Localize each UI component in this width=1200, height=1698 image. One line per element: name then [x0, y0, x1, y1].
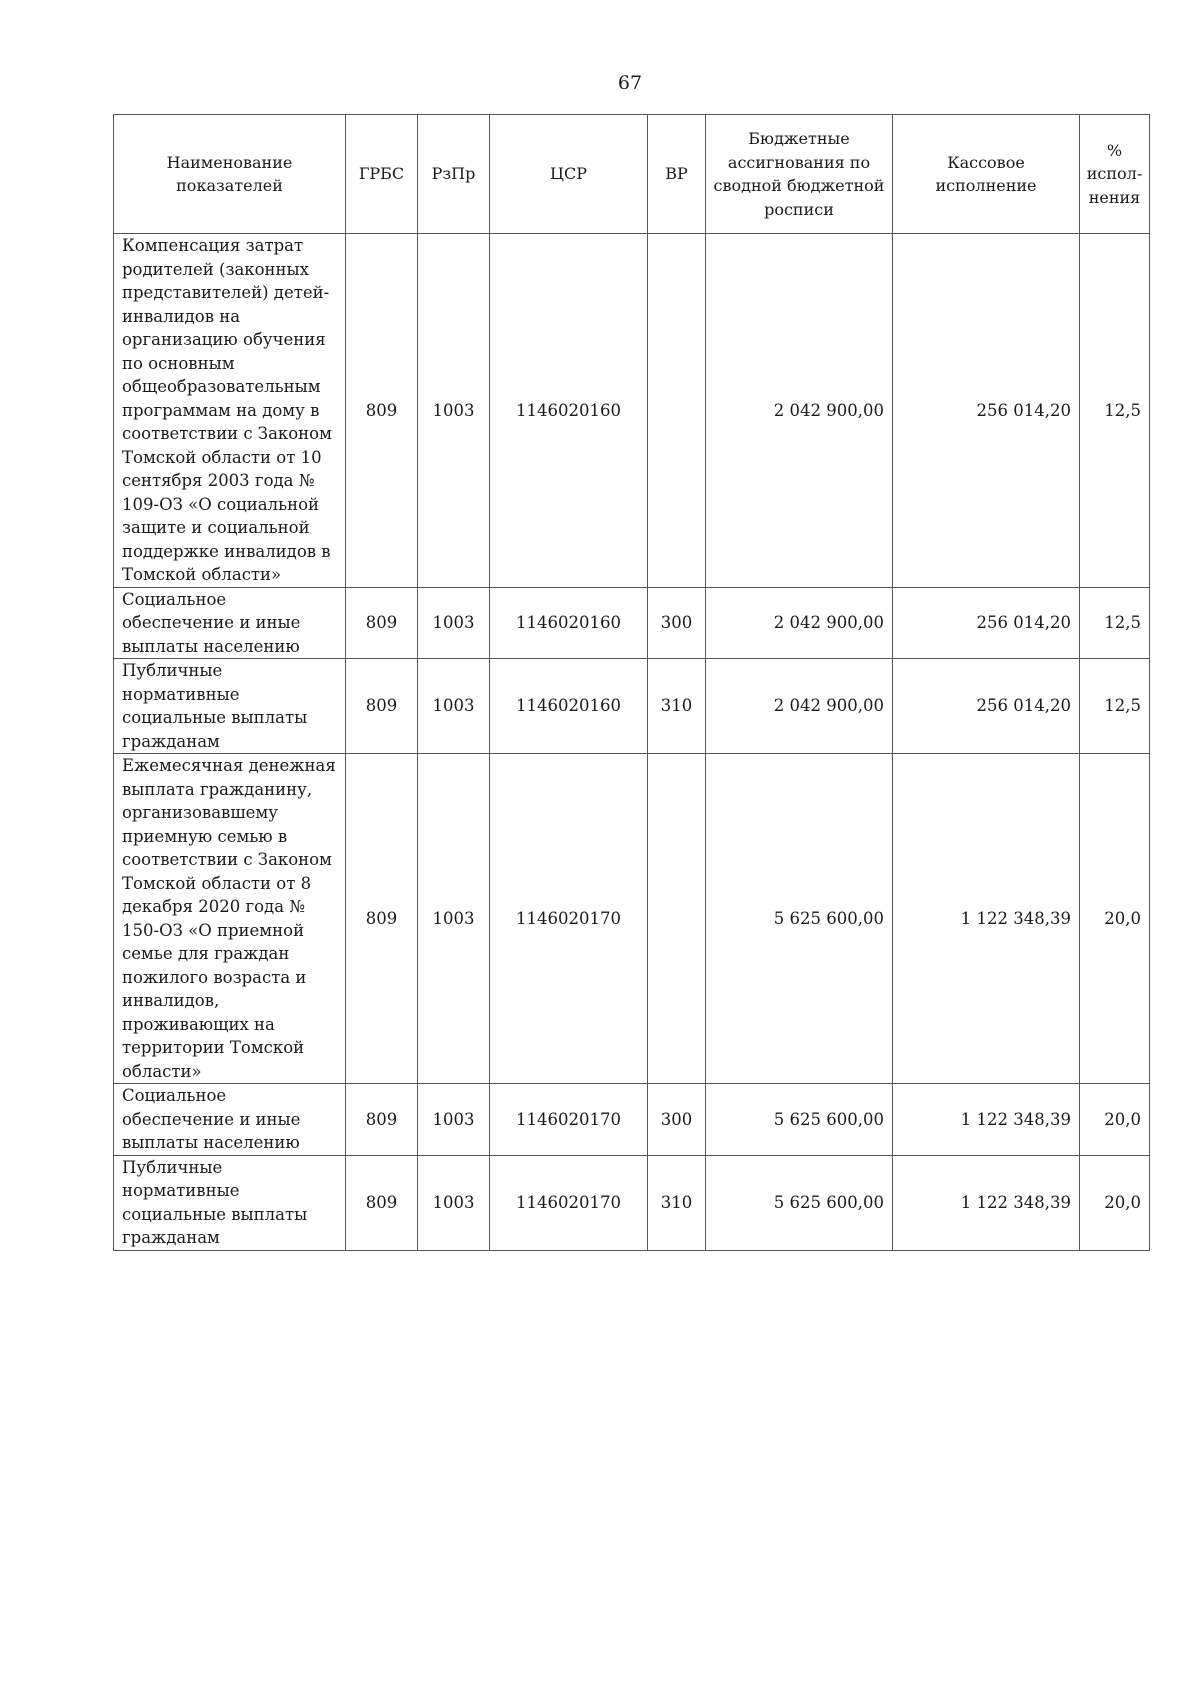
row-csr: 1146020170	[490, 1155, 648, 1250]
row-cash: 1 122 348,39	[893, 1155, 1080, 1250]
row-vr	[648, 234, 706, 588]
table-row	[114, 1084, 1150, 1156]
header-vr: ВР	[648, 115, 706, 234]
row-csr: 1146020160	[490, 234, 648, 588]
row-name: Публичные нормативные социальные выплаты гражданам	[114, 1155, 346, 1250]
row-budget: 5 625 600,00	[706, 1155, 893, 1250]
row-name: Компенсация затрат родителей (законных представителей) детей-инвалидов на организацию обучения по основным общеобразовательным программам на дому в соответствии с Законом Томской области от 10 сентября 2003 года № 109-ОЗ «О социальной защите и социальной поддержке инвалидов в Томской области»	[114, 234, 346, 588]
row-vr	[648, 754, 706, 1084]
row-rzpr: 1003	[418, 754, 490, 1084]
row-budget: 2 042 900,00	[706, 587, 893, 659]
row-budget: 2 042 900,00	[706, 234, 893, 588]
row-pct: 12,5	[1080, 234, 1150, 588]
row-budget: 5 625 600,00	[706, 754, 893, 1084]
row-name: Социальное обеспечение и иные выплаты населению	[114, 587, 346, 659]
row-pct: 20,0	[1080, 754, 1150, 1084]
row-pct: 20,0	[1080, 1155, 1150, 1250]
header-csr: ЦСР	[490, 115, 648, 234]
header-grbs: ГРБС	[346, 115, 418, 234]
row-cash: 1 122 348,39	[893, 1084, 1080, 1156]
table-header-row	[114, 115, 1150, 234]
row-rzpr: 1003	[418, 659, 490, 754]
page-number: 67	[617, 72, 643, 94]
row-grbs: 809	[346, 1084, 418, 1156]
header-name: Наименование показателей	[114, 115, 346, 234]
row-pct: 12,5	[1080, 587, 1150, 659]
header-budget-allocations: Бюджетные ассигнования по сводной бюджетной росписи	[706, 115, 893, 234]
header-rzpr: РзПр	[418, 115, 490, 234]
row-budget: 5 625 600,00	[706, 1084, 893, 1156]
row-vr: 310	[648, 659, 706, 754]
row-cash: 256 014,20	[893, 659, 1080, 754]
row-csr: 1146020170	[490, 1084, 648, 1156]
row-cash: 1 122 348,39	[893, 754, 1080, 1084]
table-row	[114, 1155, 1150, 1250]
budget-execution-table	[113, 114, 1150, 1251]
row-vr: 300	[648, 587, 706, 659]
row-grbs: 809	[346, 1155, 418, 1250]
row-csr: 1146020160	[490, 659, 648, 754]
row-name: Публичные нормативные социальные выплаты гражданам	[114, 659, 346, 754]
row-rzpr: 1003	[418, 587, 490, 659]
table-row	[114, 659, 1150, 754]
row-vr: 300	[648, 1084, 706, 1156]
row-cash: 256 014,20	[893, 587, 1080, 659]
row-budget: 2 042 900,00	[706, 659, 893, 754]
row-csr: 1146020170	[490, 754, 648, 1084]
row-vr: 310	[648, 1155, 706, 1250]
row-cash: 256 014,20	[893, 234, 1080, 588]
row-name: Ежемесячная денежная выплата гражданину, организовавшему приемную семью в соответствии с Законом Томской области от 8 декабря 2020 года № 150-ОЗ «О приемной семье для граждан пожилого возраста и инвалидов, проживающих на территории Томской области»	[114, 754, 346, 1084]
row-rzpr: 1003	[418, 1155, 490, 1250]
row-csr: 1146020160	[490, 587, 648, 659]
row-pct: 12,5	[1080, 659, 1150, 754]
row-pct: 20,0	[1080, 1084, 1150, 1156]
row-grbs: 809	[346, 234, 418, 588]
table-row	[114, 234, 1150, 588]
row-grbs: 809	[346, 754, 418, 1084]
table-row	[114, 754, 1150, 1084]
header-cash-execution: Кассовое исполнение	[893, 115, 1080, 234]
row-grbs: 809	[346, 587, 418, 659]
row-rzpr: 1003	[418, 234, 490, 588]
row-name: Социальное обеспечение и иные выплаты населению	[114, 1084, 346, 1156]
table-row	[114, 587, 1150, 659]
header-execution-percent: % испол-нения	[1080, 115, 1150, 234]
row-rzpr: 1003	[418, 1084, 490, 1156]
row-grbs: 809	[346, 659, 418, 754]
